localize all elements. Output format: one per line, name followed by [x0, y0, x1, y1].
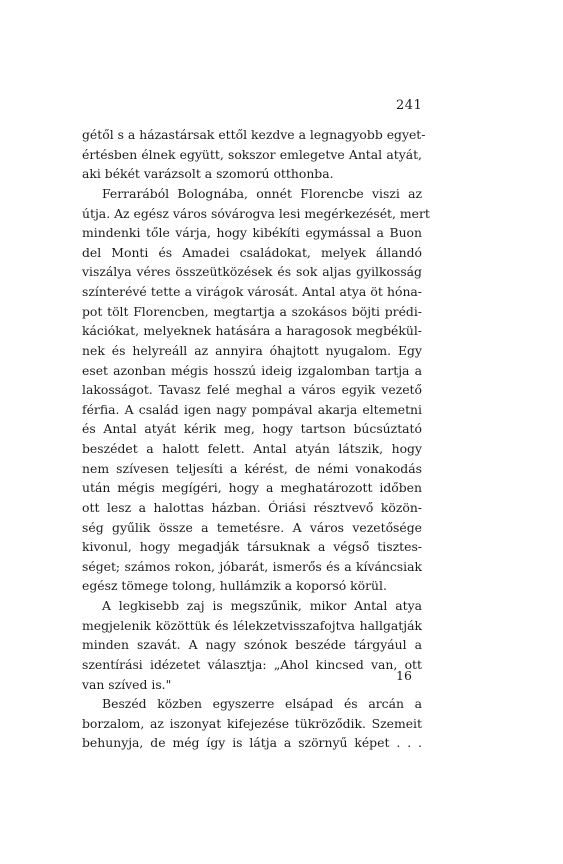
text-line: nek és helyreáll az annyira óhajtott nyugalom. Egy [82, 342, 422, 358]
text-line: értésben élnek együtt, sokszor emlegetve Antal atyát, [82, 146, 422, 162]
text-line: mindenki tőle várja, hogy kibékíti egymással a Buon [82, 225, 422, 241]
text-line: eset azonban mégis hosszú ideig izgalomban tartja a [82, 362, 422, 378]
text-line: borzalom, az iszonyat kifejezése tükröződik. Szemeit [82, 715, 422, 731]
text-line: férfia. A család igen nagy pompával akarja eltemetni [82, 401, 422, 417]
text-line: viszálya véres összeütközések és sok aljas gyilkosság [82, 264, 422, 280]
body-text [82, 125, 430, 753]
text-line: aki békét varázsolt a szomorú otthonba. [82, 166, 334, 182]
text-line: gétől s a házastársak ettől kezdve a legnagyobb egyet- [82, 127, 426, 142]
text-line: pot tölt Florencben, megtartja a szokásos böjti prédi- [82, 303, 422, 319]
text-line: séget; számos rokon, jóbarát, ismerős és a kíváncsiak [82, 558, 422, 574]
text-line: nem szívesen teljesíti a kérést, de némi vonakodás [82, 460, 422, 476]
text-line: szentírási idézetet választja: „Ahol kincsed van, ott [82, 656, 422, 672]
page-number: 241 [396, 98, 423, 113]
text-line: ség gyűlik össze a temetésre. A város vezetősége [82, 519, 422, 535]
text-line: egész tömege tolong, hullámzik a koporsó körül. [82, 578, 387, 594]
text-line: minden szavát. A nagy szónok beszéde tárgyául a [82, 637, 422, 653]
text-line: megjelenik közöttük és lélekzetvisszafojtva hallgatják [82, 617, 422, 633]
text-line: útja. Az egész város sóvárogva lesi megérkezését, mert [82, 205, 430, 221]
text-line: del Monti és Amadei családokat, melyek állandó [82, 244, 422, 260]
text-line: Beszéd közben egyszerre elsápad és arcán a [102, 696, 422, 712]
text-line: színterévé tette a virágok városát. Antal atya öt hóna- [82, 284, 422, 299]
text-line: kációkat, melyeknek hatására a haragosok megbékül- [82, 323, 422, 339]
text-line: kivonul, hogy megadják társuknak a végső tisztes- [82, 539, 422, 555]
text-line: Ferrarából Bolognába, onnét Florencbe viszi az [102, 185, 422, 201]
text-line: A legkisebb zaj is megszűnik, mikor Antal atya [102, 598, 422, 613]
text-line: beszédet a halott felett. Antal atyán látszik, hogy [82, 441, 422, 456]
text-line: behunyja, de még így is látja a szörnyű képet . . . [82, 735, 422, 751]
signature-mark: 16 [396, 668, 412, 683]
text-line: ott lesz a halottas házban. Óriási résztvevő közön- [82, 499, 422, 515]
text-line: lakosságot. Tavasz felé meghal a város egyik vezető [82, 382, 422, 398]
text-line: után mégis megígéri, hogy a meghatározott időben [82, 480, 422, 496]
text-line: és Antal atyát kérik meg, hogy tartson búcsúztató [82, 421, 422, 437]
text-line: van szíved is." [82, 676, 172, 692]
